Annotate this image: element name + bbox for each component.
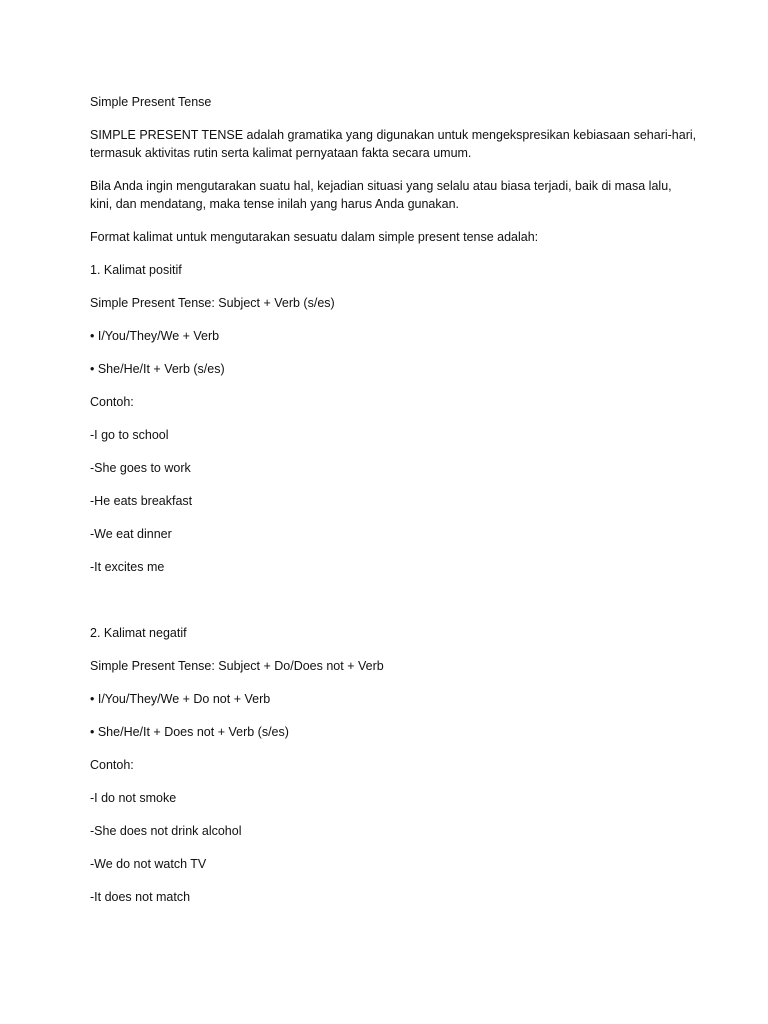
positive-formula: Simple Present Tense: Subject + Verb (s/es): [90, 296, 335, 310]
negative-example-label: Contoh:: [90, 758, 134, 772]
positive-heading: 1. Kalimat positif: [90, 263, 182, 277]
negative-example: -It does not match: [90, 890, 191, 904]
intro-line: SIMPLE PRESENT TENSE adalah gramatika yang digunakan untuk mengekspresikan kebiasaan sehari-hari,: [90, 128, 697, 142]
positive-bullet: • I/You/They/We + Verb: [90, 329, 220, 343]
intro-line: termasuk aktivitas rutin serta kalimat pernyataan fakta secara umum.: [90, 146, 472, 160]
format-intro: Format kalimat untuk mengutarakan sesuatu dalam simple present tense adalah:: [90, 230, 539, 244]
usage-paragraph: [90, 177, 700, 213]
positive-example: -I go to school: [90, 428, 169, 442]
document-body: [90, 93, 700, 921]
positive-example: -She goes to work: [90, 461, 191, 475]
intro-paragraph: [90, 126, 700, 162]
positive-example-label: Contoh:: [90, 395, 134, 409]
negative-example: -We do not watch TV: [90, 857, 207, 871]
negative-example: -I do not smoke: [90, 791, 177, 805]
positive-example: -He eats breakfast: [90, 494, 193, 508]
usage-line: Bila Anda ingin mengutarakan suatu hal, kejadian situasi yang selalu atau biasa terjadi, baik di masa lalu,: [90, 179, 672, 193]
positive-bullet: • She/He/It + Verb (s/es): [90, 362, 225, 376]
negative-formula: Simple Present Tense: Subject + Do/Does not + Verb: [90, 659, 384, 673]
document-title: Simple Present Tense: [90, 95, 212, 109]
positive-example: -It excites me: [90, 560, 165, 574]
usage-line: kini, dan mendatang, maka tense inilah yang harus Anda gunakan.: [90, 197, 460, 211]
negative-heading: 2. Kalimat negatif: [90, 626, 187, 640]
negative-example: -She does not drink alcohol: [90, 824, 242, 838]
positive-example: -We eat dinner: [90, 527, 172, 541]
negative-bullet: • She/He/It + Does not + Verb (s/es): [90, 725, 289, 739]
negative-bullet: • I/You/They/We + Do not + Verb: [90, 692, 271, 706]
